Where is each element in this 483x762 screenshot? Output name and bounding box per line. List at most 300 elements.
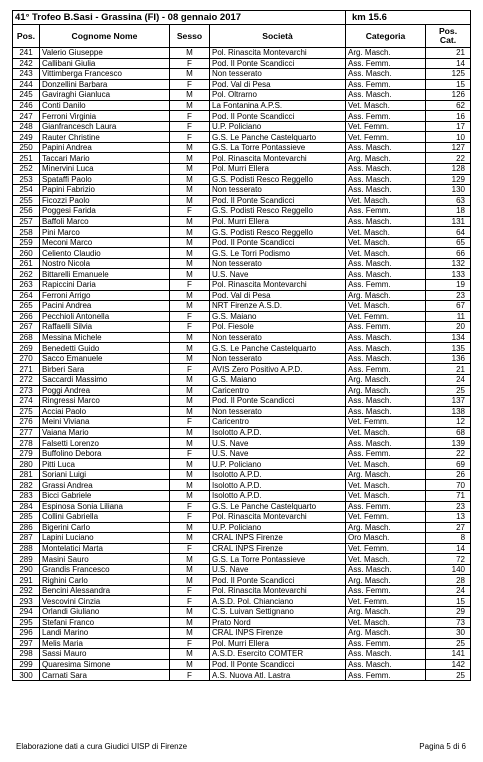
row-category-position: 73: [426, 617, 471, 628]
row-category-position: 66: [426, 248, 471, 259]
row-sex: M: [170, 195, 210, 206]
row-category: Arg. Masch.: [346, 385, 426, 396]
row-position: 280: [13, 459, 40, 470]
row-name: Rauter Christine: [40, 132, 170, 143]
col-header-category: Categoria: [346, 25, 426, 48]
row-position: 295: [13, 617, 40, 628]
row-category: Ass. Femm.: [346, 585, 426, 596]
row-category: Ass. Masch.: [346, 258, 426, 269]
title-row: [13, 11, 471, 25]
row-category: Ass. Masch.: [346, 396, 426, 407]
table-row: [13, 216, 471, 227]
table-row: [13, 121, 471, 132]
row-category: Ass. Masch.: [346, 174, 426, 185]
row-position: 243: [13, 69, 40, 80]
row-name: Taccari Mario: [40, 153, 170, 164]
row-society: C.S. Luivan Settignano: [210, 606, 346, 617]
row-category: Vet. Masch.: [346, 490, 426, 501]
row-category: Vet. Masch.: [346, 301, 426, 312]
row-position: 272: [13, 374, 40, 385]
row-category: Arg. Masch.: [346, 374, 426, 385]
row-category-position: 69: [426, 459, 471, 470]
row-sex: M: [170, 374, 210, 385]
row-name: Masini Sauro: [40, 554, 170, 565]
row-category: Arg. Masch.: [346, 469, 426, 480]
row-category-position: 142: [426, 659, 471, 670]
row-category-position: 15: [426, 79, 471, 90]
table-row: [13, 248, 471, 259]
row-sex: M: [170, 90, 210, 101]
row-category-position: 13: [426, 512, 471, 523]
row-category: Ass. Femm.: [346, 364, 426, 375]
row-category-position: 23: [426, 501, 471, 512]
table-row: [13, 290, 471, 301]
row-sex: F: [170, 448, 210, 459]
table-row: [13, 438, 471, 449]
row-position: 258: [13, 227, 40, 238]
row-category: Vet. Masch.: [346, 459, 426, 470]
row-category: Vet. Femm.: [346, 596, 426, 607]
row-position: 254: [13, 185, 40, 196]
row-category-position: 141: [426, 649, 471, 660]
row-position: 285: [13, 512, 40, 523]
row-society: Pod. Il Ponte Scandicci: [210, 195, 346, 206]
table-row: [13, 385, 471, 396]
table-row: [13, 564, 471, 575]
row-position: 251: [13, 153, 40, 164]
row-society: Pol. Rinascita Montevarchi: [210, 512, 346, 523]
table-row: [13, 490, 471, 501]
table-row: [13, 649, 471, 660]
row-name: Benedetti Guido: [40, 343, 170, 354]
row-name: Pitti Luca: [40, 459, 170, 470]
row-category-position: 18: [426, 206, 471, 217]
table-row: [13, 206, 471, 217]
row-position: 276: [13, 417, 40, 428]
row-society: U.P. Policiano: [210, 522, 346, 533]
row-position: 277: [13, 427, 40, 438]
row-category-position: 128: [426, 164, 471, 175]
row-sex: F: [170, 280, 210, 291]
row-sex: M: [170, 385, 210, 396]
row-position: 293: [13, 596, 40, 607]
row-name: Falsetti Lorenzo: [40, 438, 170, 449]
table-row: [13, 174, 471, 185]
row-name: Landi Marino: [40, 628, 170, 639]
table-row: [13, 638, 471, 649]
row-category-position: 14: [426, 58, 471, 69]
row-category: Ass. Masch.: [346, 659, 426, 670]
row-position: 270: [13, 353, 40, 364]
row-society: CRAL INPS Firenze: [210, 533, 346, 544]
row-name: Callibani Giulia: [40, 58, 170, 69]
table-row: [13, 280, 471, 291]
row-position: 283: [13, 490, 40, 501]
row-sex: F: [170, 206, 210, 217]
row-name: Acciai Paolo: [40, 406, 170, 417]
table-row: [13, 670, 471, 681]
row-position: 255: [13, 195, 40, 206]
row-category-position: 22: [426, 448, 471, 459]
row-position: 274: [13, 396, 40, 407]
table-row: [13, 480, 471, 491]
row-position: 259: [13, 237, 40, 248]
row-sex: M: [170, 554, 210, 565]
row-category-position: 24: [426, 585, 471, 596]
row-sex: M: [170, 269, 210, 280]
row-position: 260: [13, 248, 40, 259]
row-name: Celiento Claudio: [40, 248, 170, 259]
row-society: Isolotto A.P.D.: [210, 490, 346, 501]
row-category: Vet. Masch.: [346, 237, 426, 248]
row-sex: M: [170, 343, 210, 354]
row-sex: M: [170, 522, 210, 533]
row-category: Ass. Masch.: [346, 142, 426, 153]
table-row: [13, 332, 471, 343]
row-category: Ass. Femm.: [346, 58, 426, 69]
row-category-position: 21: [426, 364, 471, 375]
row-category-position: 136: [426, 353, 471, 364]
row-name: Ficozzi Paolo: [40, 195, 170, 206]
row-category-position: 24: [426, 374, 471, 385]
row-society: G.S. Maiano: [210, 311, 346, 322]
col-header-pos-cat-line2: Cat.: [439, 35, 457, 45]
row-category-position: 19: [426, 280, 471, 291]
results-table: [12, 10, 471, 681]
row-sex: M: [170, 100, 210, 111]
row-category: Ass. Masch.: [346, 269, 426, 280]
table-row: [13, 132, 471, 143]
row-position: 253: [13, 174, 40, 185]
row-society: U.P. Policiano: [210, 459, 346, 470]
row-name: Bigerini Carlo: [40, 522, 170, 533]
row-category: Ass. Femm.: [346, 670, 426, 681]
row-name: Saccardi Massimo: [40, 374, 170, 385]
row-name: Minervini Luca: [40, 164, 170, 175]
row-name: Grassi Andrea: [40, 480, 170, 491]
row-category-position: 64: [426, 227, 471, 238]
table-row: [13, 69, 471, 80]
results-body: [13, 48, 471, 681]
row-name: Papini Andrea: [40, 142, 170, 153]
row-society: Pod. Val di Pesa: [210, 290, 346, 301]
row-category: Ass. Masch.: [346, 564, 426, 575]
row-category: Vet. Masch.: [346, 195, 426, 206]
row-sex: F: [170, 322, 210, 333]
row-category: Ass. Masch.: [346, 406, 426, 417]
row-category-position: 11: [426, 311, 471, 322]
row-category-position: 71: [426, 490, 471, 501]
row-name: Bittarelli Emanuele: [40, 269, 170, 280]
row-name: Soriani Luigi: [40, 469, 170, 480]
row-category-position: 27: [426, 522, 471, 533]
row-society: Non tesserato: [210, 332, 346, 343]
col-header-name: Cognome Nome: [40, 25, 170, 48]
table-row: [13, 142, 471, 153]
row-category-position: 130: [426, 185, 471, 196]
table-row: [13, 596, 471, 607]
row-position: 256: [13, 206, 40, 217]
row-society: CRAL INPS Firenze: [210, 543, 346, 554]
row-name: Pini Marco: [40, 227, 170, 238]
table-row: [13, 374, 471, 385]
row-name: Grandis Francesco: [40, 564, 170, 575]
table-row: [13, 512, 471, 523]
row-name: Lapini Luciano: [40, 533, 170, 544]
row-society: U.S. Nave: [210, 448, 346, 459]
row-category-position: 21: [426, 48, 471, 59]
row-society: CRAL INPS Firenze: [210, 628, 346, 639]
row-category: Ass. Femm.: [346, 280, 426, 291]
row-society: Pol. Oltrarno: [210, 90, 346, 101]
row-society: A.S. Nuova Atl. Lastra: [210, 670, 346, 681]
table-row: [13, 258, 471, 269]
row-category: Ass. Masch.: [346, 69, 426, 80]
row-position: 263: [13, 280, 40, 291]
table-row: [13, 469, 471, 480]
row-sex: M: [170, 490, 210, 501]
row-society: G.S. Le Panche Castelquarto: [210, 501, 346, 512]
race-title: 41° Trofeo B.Sasi - Grassina (FI) - 08 gennaio 2017: [13, 11, 346, 25]
row-society: Pod. Il Ponte Scandicci: [210, 111, 346, 122]
row-position: 292: [13, 585, 40, 596]
row-name: Poggi Andrea: [40, 385, 170, 396]
row-society: G.S. La Torre Pontassieve: [210, 554, 346, 565]
row-society: Non tesserato: [210, 185, 346, 196]
row-sex: F: [170, 311, 210, 322]
row-sex: M: [170, 406, 210, 417]
table-row: [13, 522, 471, 533]
row-category-position: 28: [426, 575, 471, 586]
row-category: Vet. Masch.: [346, 100, 426, 111]
row-name: Donzellini Barbara: [40, 79, 170, 90]
row-position: 273: [13, 385, 40, 396]
row-name: Birberi Sara: [40, 364, 170, 375]
row-category: Ass. Masch.: [346, 353, 426, 364]
row-society: Pol. Rinascita Montevarchi: [210, 48, 346, 59]
row-category-position: 62: [426, 100, 471, 111]
row-sex: F: [170, 79, 210, 90]
table-row: [13, 153, 471, 164]
row-category: Ass. Masch.: [346, 343, 426, 354]
row-category-position: 63: [426, 195, 471, 206]
row-name: Gaviraghi Gianluca: [40, 90, 170, 101]
row-category: Arg. Masch.: [346, 153, 426, 164]
row-society: G.S. Maiano: [210, 374, 346, 385]
row-position: 268: [13, 332, 40, 343]
row-society: Pod. Il Ponte Scandicci: [210, 237, 346, 248]
row-society: Caricentro: [210, 385, 346, 396]
race-distance: km 15.6: [346, 11, 471, 25]
row-sex: M: [170, 69, 210, 80]
row-category-position: 26: [426, 469, 471, 480]
row-category: Vet. Masch.: [346, 480, 426, 491]
row-name: Sacco Emanuele: [40, 353, 170, 364]
row-society: Pod. Il Ponte Scandicci: [210, 575, 346, 586]
table-row: [13, 659, 471, 670]
row-position: 267: [13, 322, 40, 333]
row-category-position: 140: [426, 564, 471, 575]
row-sex: F: [170, 638, 210, 649]
table-row: [13, 301, 471, 312]
row-category-position: 129: [426, 174, 471, 185]
table-row: [13, 185, 471, 196]
row-sex: F: [170, 58, 210, 69]
table-row: [13, 606, 471, 617]
row-category-position: 68: [426, 427, 471, 438]
row-sex: M: [170, 332, 210, 343]
row-name: Pacini Andrea: [40, 301, 170, 312]
row-society: NRT Firenze A.S.D.: [210, 301, 346, 312]
row-society: U.P. Policiano: [210, 121, 346, 132]
row-society: G.S. La Torre Pontassieve: [210, 142, 346, 153]
row-society: U.S. Nave: [210, 438, 346, 449]
row-position: 269: [13, 343, 40, 354]
row-position: 290: [13, 564, 40, 575]
row-sex: M: [170, 427, 210, 438]
row-sex: F: [170, 364, 210, 375]
row-sex: M: [170, 258, 210, 269]
row-society: G.S. Podisti Resco Reggello: [210, 206, 346, 217]
row-sex: M: [170, 153, 210, 164]
row-position: 299: [13, 659, 40, 670]
row-name: Vescovini Cinzia: [40, 596, 170, 607]
table-row: [13, 396, 471, 407]
row-category: Ass. Femm.: [346, 501, 426, 512]
row-position: 257: [13, 216, 40, 227]
row-sex: M: [170, 248, 210, 259]
row-name: Ferroni Arrigo: [40, 290, 170, 301]
row-sex: M: [170, 164, 210, 175]
row-society: Pod. Il Ponte Scandicci: [210, 58, 346, 69]
row-name: Espinosa Sonia Liliana: [40, 501, 170, 512]
row-position: 266: [13, 311, 40, 322]
row-category-position: 15: [426, 596, 471, 607]
row-society: Pol. Rinascita Montevarchi: [210, 153, 346, 164]
row-category-position: 25: [426, 670, 471, 681]
row-sex: F: [170, 501, 210, 512]
row-society: Pod. Val di Pesa: [210, 79, 346, 90]
row-society: Non tesserato: [210, 406, 346, 417]
table-row: [13, 459, 471, 470]
row-category: Ass. Masch.: [346, 90, 426, 101]
row-category-position: 16: [426, 111, 471, 122]
row-name: Nostro Nicola: [40, 258, 170, 269]
row-name: Pecchioli Antonella: [40, 311, 170, 322]
column-header-row: [13, 25, 471, 48]
row-position: 265: [13, 301, 40, 312]
results-document: [12, 10, 470, 681]
row-name: Raffaelli Silvia: [40, 322, 170, 333]
row-category: Vet. Femm.: [346, 543, 426, 554]
table-row: [13, 322, 471, 333]
row-category: Oro Masch.: [346, 533, 426, 544]
table-row: [13, 58, 471, 69]
row-position: 262: [13, 269, 40, 280]
row-category-position: 25: [426, 638, 471, 649]
row-category-position: 14: [426, 543, 471, 554]
row-category-position: 30: [426, 628, 471, 639]
table-row: [13, 353, 471, 364]
row-category-position: 65: [426, 237, 471, 248]
table-row: [13, 164, 471, 175]
row-category-position: 139: [426, 438, 471, 449]
row-society: Pol. Rinascita Montevarchi: [210, 280, 346, 291]
row-name: Messina Michele: [40, 332, 170, 343]
row-category: Ass. Femm.: [346, 448, 426, 459]
row-sex: M: [170, 174, 210, 185]
row-category: Vet. Masch.: [346, 617, 426, 628]
row-position: 286: [13, 522, 40, 533]
table-row: [13, 543, 471, 554]
row-position: 291: [13, 575, 40, 586]
row-name: Vittimberga Francesco: [40, 69, 170, 80]
row-sex: M: [170, 564, 210, 575]
row-category: Arg. Masch.: [346, 575, 426, 586]
row-category: Ass. Femm.: [346, 322, 426, 333]
row-category: Vet. Masch.: [346, 248, 426, 259]
col-header-society: Società: [210, 25, 346, 48]
row-category-position: 20: [426, 322, 471, 333]
row-position: 242: [13, 58, 40, 69]
row-category-position: 135: [426, 343, 471, 354]
col-header-sex: Sesso: [170, 25, 210, 48]
row-category-position: 8: [426, 533, 471, 544]
row-position: 252: [13, 164, 40, 175]
row-category-position: 12: [426, 417, 471, 428]
row-society: G.S. Le Panche Castelquarto: [210, 343, 346, 354]
row-name: Vaiana Mario: [40, 427, 170, 438]
row-sex: M: [170, 301, 210, 312]
row-name: Valerio Giuseppe: [40, 48, 170, 59]
row-sex: F: [170, 121, 210, 132]
row-name: Buffolino Debora: [40, 448, 170, 459]
row-name: Ringressi Marco: [40, 396, 170, 407]
table-row: [13, 533, 471, 544]
table-row: [13, 111, 471, 122]
row-name: Conti Danilo: [40, 100, 170, 111]
row-category-position: 10: [426, 132, 471, 143]
row-category: Vet. Masch.: [346, 427, 426, 438]
table-row: [13, 364, 471, 375]
row-category-position: 131: [426, 216, 471, 227]
row-category: Vet. Femm.: [346, 121, 426, 132]
row-category-position: 17: [426, 121, 471, 132]
table-row: [13, 90, 471, 101]
row-sex: M: [170, 659, 210, 670]
row-category-position: 126: [426, 90, 471, 101]
row-category: Ass. Masch.: [346, 185, 426, 196]
row-category: Ass. Masch.: [346, 164, 426, 175]
row-name: Rapiccini Daria: [40, 280, 170, 291]
row-category: Vet. Femm.: [346, 132, 426, 143]
row-sex: F: [170, 543, 210, 554]
row-sex: F: [170, 596, 210, 607]
row-sex: M: [170, 396, 210, 407]
row-category: Ass. Masch.: [346, 216, 426, 227]
row-name: Bicci Gabriele: [40, 490, 170, 501]
row-position: 246: [13, 100, 40, 111]
table-row: [13, 617, 471, 628]
row-position: 289: [13, 554, 40, 565]
row-name: Carnati Sara: [40, 670, 170, 681]
row-position: 287: [13, 533, 40, 544]
row-sex: M: [170, 227, 210, 238]
table-row: [13, 195, 471, 206]
row-sex: M: [170, 575, 210, 586]
row-category: Arg. Masch.: [346, 628, 426, 639]
row-society: Pol. Fiesole: [210, 322, 346, 333]
